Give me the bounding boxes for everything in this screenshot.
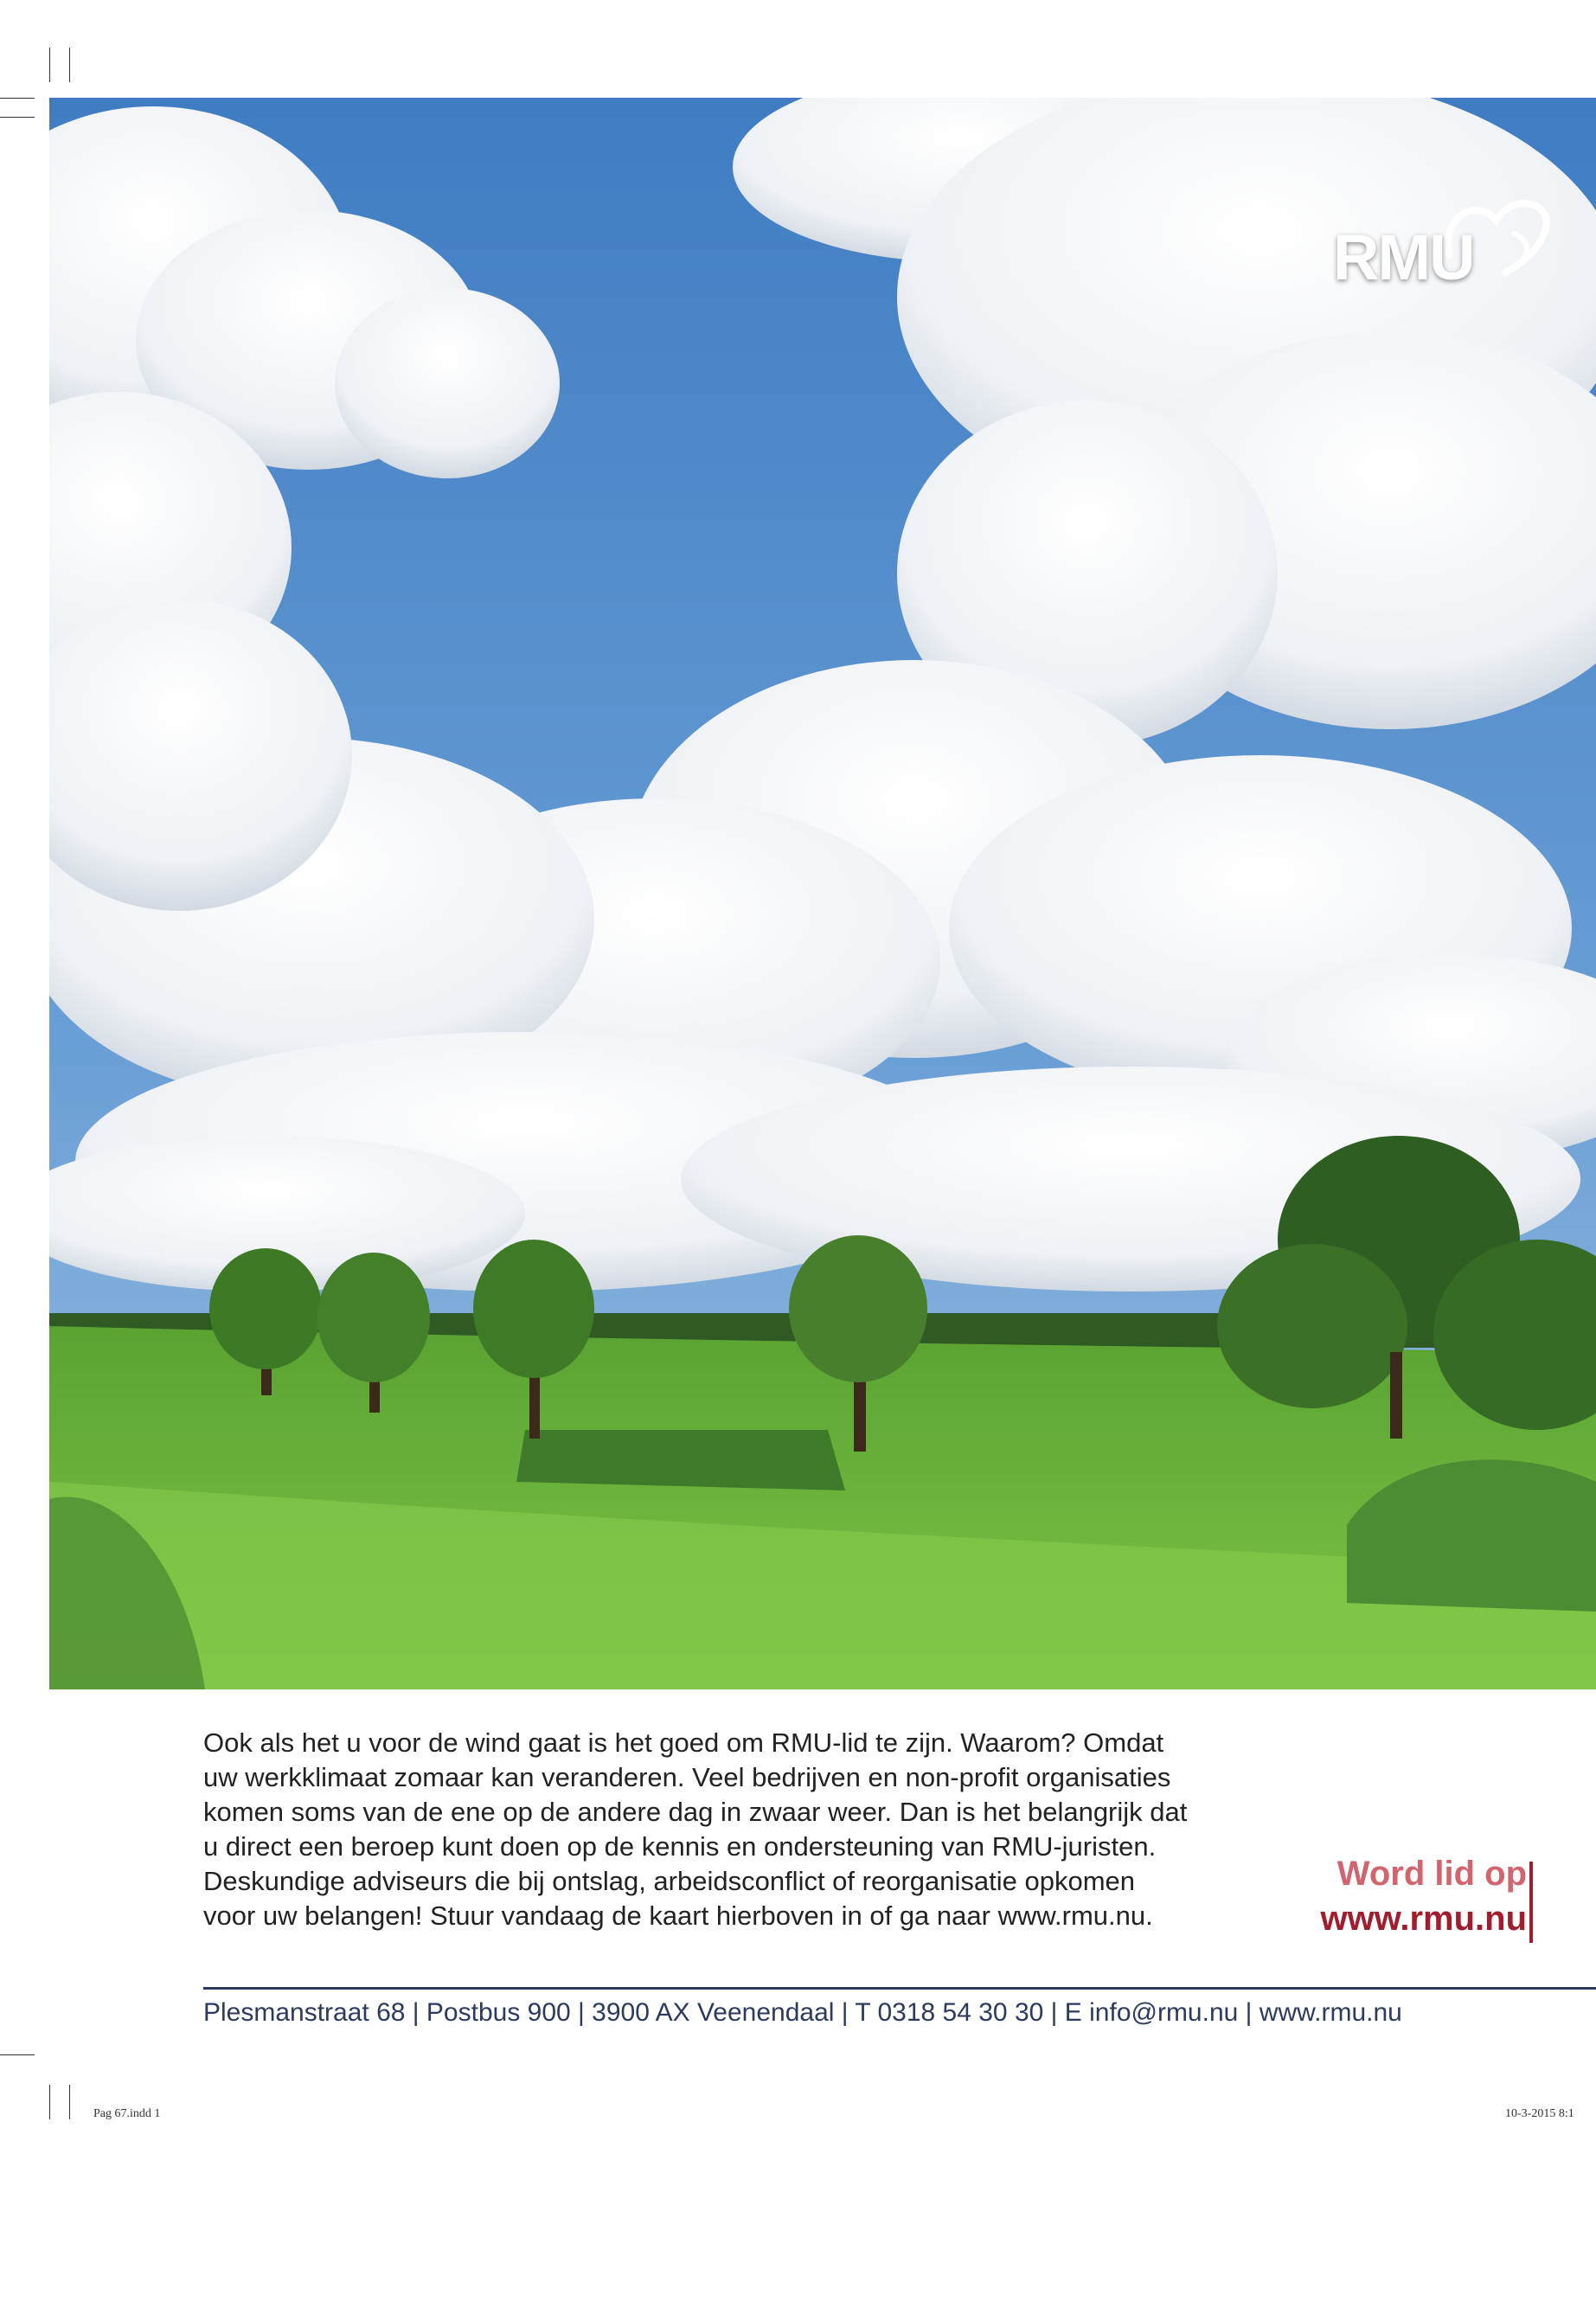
print-slug-date: 10-3-2015 8:1 — [1505, 2107, 1574, 2120]
cta-website-link[interactable]: www.rmu.nu — [1320, 1900, 1527, 1938]
call-to-action[interactable] — [1320, 1851, 1527, 1941]
crop-mark-top-left-h2 — [0, 117, 35, 118]
body-line: uw werkklimaat zomaar kan veranderen. Veel bedrijven en non-profit organisaties — [203, 1762, 1171, 1792]
body-line: Deskundige adviseurs die bij ontslag, arbeidsconflict of reorganisatie opkomen — [203, 1866, 1136, 1896]
body-line: komen soms van de ene op de andere dag in zwaar weer. Dan is het belangrijk dat — [203, 1797, 1188, 1827]
landscape-illustration — [49, 98, 1596, 1689]
body-line: u direct een beroep kunt doen op de kennis en ondersteuning van RMU-juristen. — [203, 1831, 1157, 1862]
body-paragraph — [203, 1726, 1189, 1933]
crop-mark-bottom-left-v2 — [69, 2085, 70, 2119]
rmu-logo-text: RMU — [1333, 221, 1474, 293]
body-line: Ook als het u voor de wind gaat is het goed om RMU-lid te zijn. Waarom? Omdat — [203, 1727, 1164, 1758]
crop-mark-bottom-left-h1 — [0, 2054, 35, 2055]
print-slug-file: Pag 67.indd 1 — [93, 2107, 161, 2120]
crop-mark-top-left-v2 — [69, 48, 70, 82]
cta-line-1: Word lid op — [1336, 1855, 1527, 1893]
footer-address: Plesmanstraat 68 | Postbus 900 | 3900 AX Veenendaal | T 0318 54 30 30 | E info@rmu.nu | www.rmu.nu — [203, 1998, 1402, 2027]
footer-divider — [203, 1987, 1596, 1990]
landscape-photo — [49, 98, 1596, 1689]
crop-mark-top-left-h1 — [0, 98, 35, 99]
cta-accent-bar — [1529, 1862, 1533, 1943]
body-line: voor uw belangen! Stuur vandaag de kaart hierboven in of ga naar www.rmu.nu. — [203, 1900, 1153, 1931]
rmu-logo — [1328, 186, 1570, 307]
crop-mark-bottom-left-v1 — [49, 2085, 50, 2119]
crop-mark-top-left-v1 — [49, 48, 50, 82]
